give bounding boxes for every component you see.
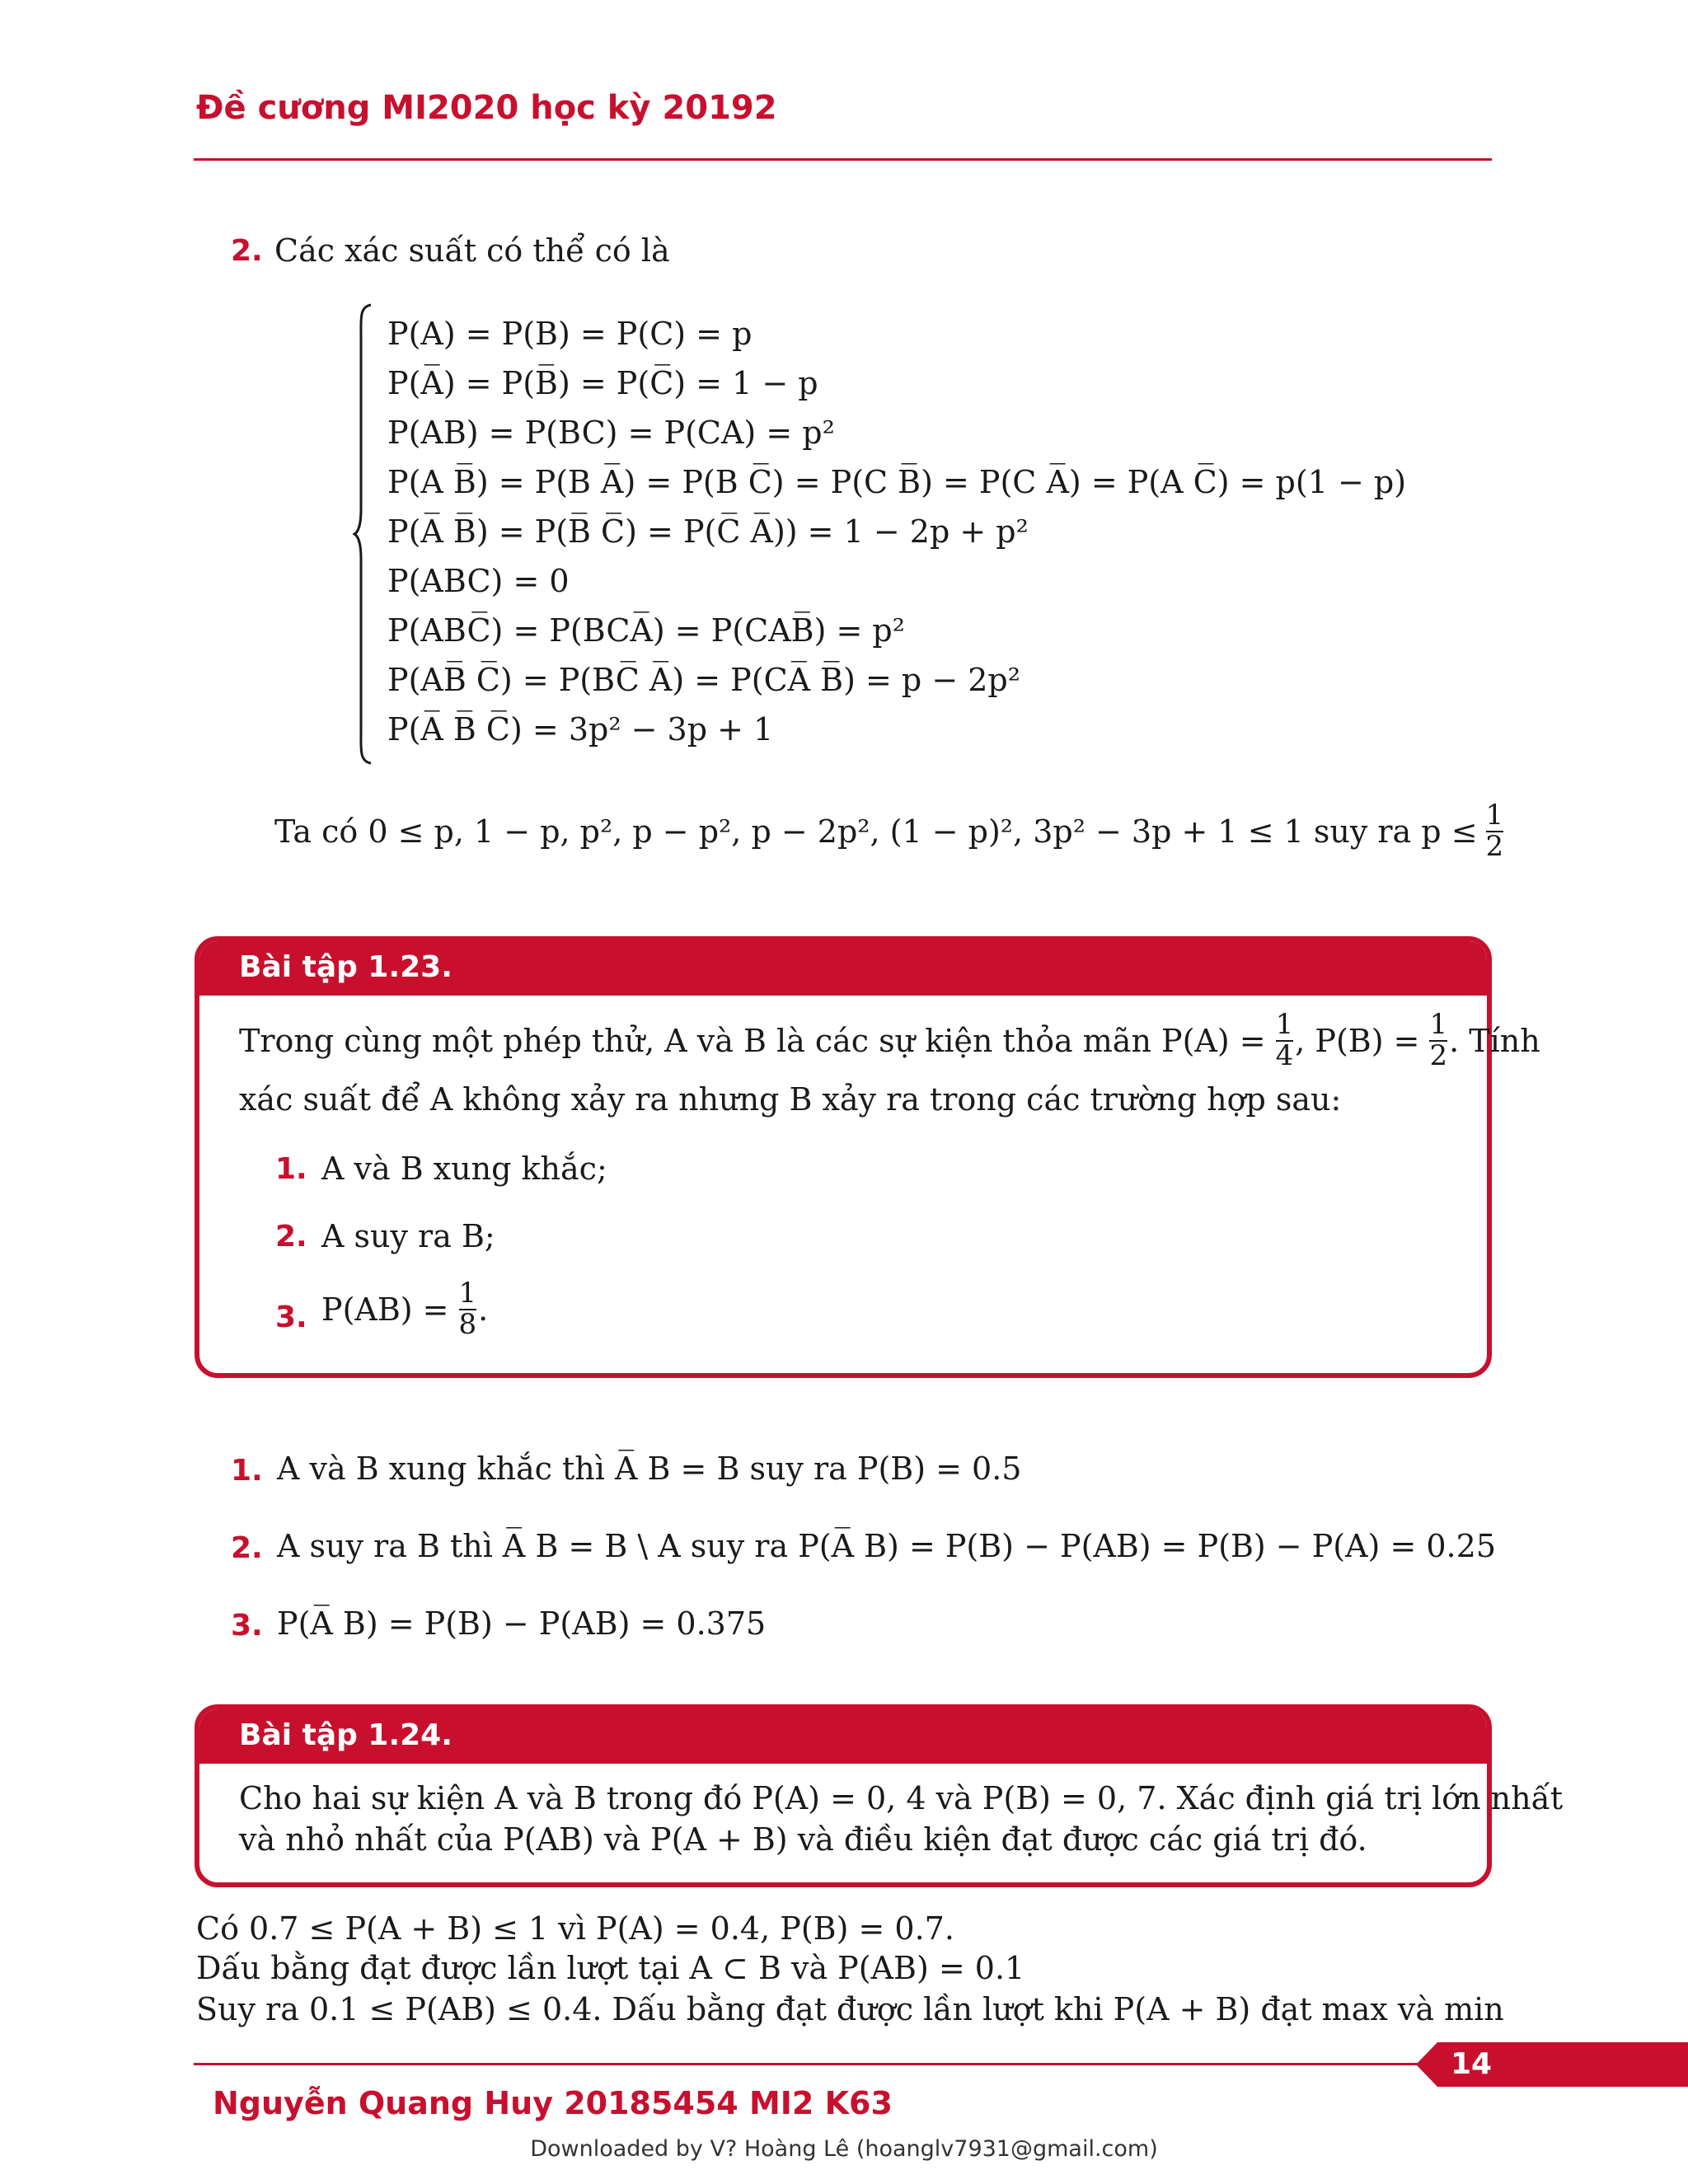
exercise-item-text: . (478, 1291, 489, 1328)
system-line: P(A) = P(B) = P(C) = p (387, 316, 753, 352)
statement-text: Trong cùng một phép thử, A và B là các sự kiện thỏa mãn P(A) = (239, 1022, 1266, 1059)
footer-rule (194, 2063, 1422, 2065)
system-line: P(AB) = P(BC) = P(CA) = p² (387, 415, 835, 451)
exercise-statement-line-1 (239, 1010, 1540, 1071)
solution-line: Dấu bằng đạt được lần lượt tại A ⊂ B và P(AB) = 0.1 (196, 1950, 1025, 1986)
solution-item-text: A suy ra B thì A̅ B = B \ A suy ra P(A̅ B) = P(B) − P(AB) = P(B) − P(A) = 0.25 (277, 1528, 1496, 1564)
solution-item-number: 1. (231, 1454, 263, 1488)
fraction-denominator: 4 (1275, 1038, 1294, 1072)
page-number: 14 (1450, 2047, 1493, 2081)
conclusion-text: Ta có 0 ≤ p, 1 − p, p², p − p², p − 2p², (1 − p)², 3p² − 3p + 1 ≤ 1 suy ra p ≤ (274, 813, 1478, 850)
fraction-denominator: 2 (1485, 829, 1504, 863)
fraction-numerator: 1 (1275, 1008, 1294, 1041)
fraction-denominator: 2 (1429, 1038, 1448, 1072)
solution-line: Có 0.7 ≤ P(A + B) ≤ 1 vì P(A) = 0.4, P(B) = 0.7. (196, 1910, 954, 1947)
system-line: P(A̅) = P(B̅) = P(C̅) = 1 − p (387, 365, 818, 401)
exercise-item-formula (321, 1279, 488, 1339)
exercise-item-text: A và B xung khắc; (321, 1151, 607, 1187)
left-brace-icon (353, 303, 373, 765)
exercise-item-number: 3. (275, 1301, 307, 1334)
solution-intro: Các xác suất có thể có là (274, 232, 670, 269)
header-title: Đề cương MI2020 học kỳ 20192 (196, 89, 777, 127)
conclusion-fraction (1486, 801, 1504, 861)
fraction-numerator: 1 (1485, 799, 1504, 832)
exercise-statement-line-2: và nhỏ nhất của P(AB) và P(A + B) và điều kiện đạt được các giá trị đó. (239, 1821, 1367, 1858)
system-line: P(A B̅) = P(B A̅) = P(B C̅) = P(C B̅) = P(C A̅) = P(A C̅) = p(1 − p) (387, 464, 1407, 500)
solution-item-number: 2. (231, 1531, 263, 1565)
exercise-title: Bài tập 1.23. (199, 941, 1487, 996)
exercise-item-text: A suy ra B; (321, 1218, 495, 1254)
statement-text: . Tính (1449, 1022, 1540, 1059)
system-line: P(AB̅ C̅) = P(BC̅ A̅) = P(CA̅ B̅) = p − 2p² (387, 662, 1020, 698)
solution-conclusion (274, 801, 1505, 861)
statement-text: , P(B) = (1295, 1022, 1420, 1059)
exercise-statement-line-2: xác suất để A không xảy ra nhưng B xảy ra trong các trường hợp sau: (239, 1081, 1342, 1118)
system-line: P(A̅ B̅) = P(B̅ C̅) = P(C̅ A̅)) = 1 − 2p + p² (387, 513, 1029, 550)
footer-author: Nguyễn Quang Huy 20185454 MI2 K63 (213, 2085, 893, 2121)
system-line: P(ABC) = 0 (387, 563, 570, 599)
exercise-item-number: 1. (275, 1152, 307, 1186)
fraction-p-b (1429, 1010, 1447, 1071)
exercise-title: Bài tập 1.24. (199, 1709, 1487, 1764)
fraction-denominator: 8 (458, 1307, 477, 1341)
solution-item-number: 3. (231, 1609, 263, 1643)
system-line: P(ABC̅) = P(BCA̅) = P(CAB̅) = p² (387, 612, 905, 649)
solution-item-number: 2. (231, 234, 263, 268)
header-rule (194, 158, 1492, 161)
solution-line: Suy ra 0.1 ≤ P(AB) ≤ 0.4. Dấu bằng đạt được lần lượt khi P(A + B) đạt max và min (196, 1991, 1504, 2027)
fraction-p-ab (459, 1279, 477, 1339)
exercise-item-number: 2. (275, 1220, 307, 1254)
fraction-numerator: 1 (458, 1277, 477, 1310)
solution-item-text: P(A̅ B) = P(B) − P(AB) = 0.375 (277, 1605, 767, 1642)
solution-item-text: A và B xung khắc thì A̅ B = B suy ra P(B) = 0.5 (277, 1451, 1022, 1487)
download-note: Downloaded by V? Hoàng Lê (hoanglv7931@gmail.com) (530, 2136, 1158, 2162)
exercise-statement-line-1: Cho hai sự kiện A và B trong đó P(A) = 0, 4 và P(B) = 0, 7. Xác định giá trị lớn nhất (239, 1780, 1564, 1816)
system-line: P(A̅ B̅ C̅) = 3p² − 3p + 1 (387, 711, 774, 748)
fraction-p-a (1276, 1010, 1294, 1071)
exercise-item-text: P(AB) = (321, 1291, 449, 1328)
fraction-numerator: 1 (1429, 1008, 1448, 1041)
